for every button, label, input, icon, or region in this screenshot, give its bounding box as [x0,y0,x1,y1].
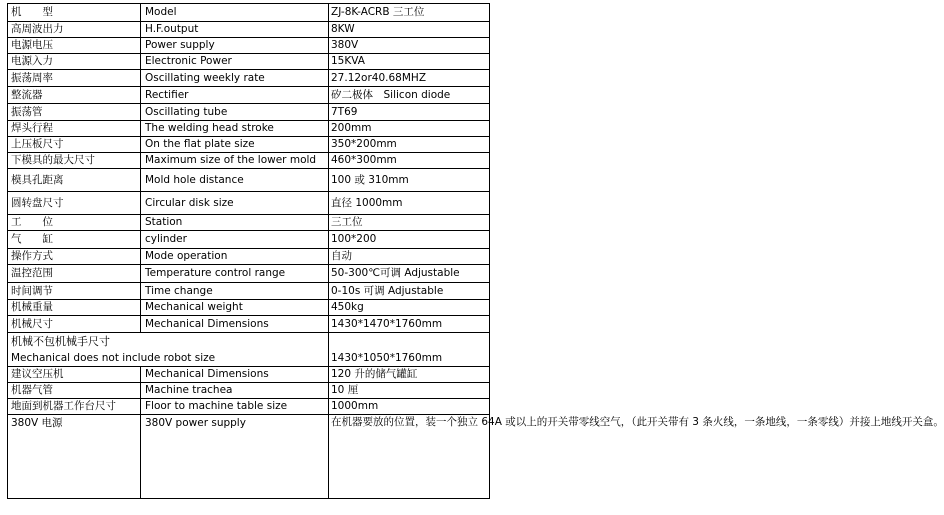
table-row-air-compressor [8,367,490,383]
row-english: Temperature control range [141,265,329,283]
row-label: 焊头行程 [8,121,141,137]
row-value: 450kg [329,300,490,316]
table-row-trachea [8,383,490,399]
table-row-oscillating-tube [8,104,490,121]
row-english: On the flat plate size [141,137,329,153]
row-english: Maximum size of the lower mold [141,153,329,169]
row-label: 工 位 [8,215,141,231]
row-value: 100*200 [329,231,490,249]
table-row-oscillating-rate [8,70,490,87]
table-row-table-height [8,399,490,415]
row-label: 模具孔距离 [8,169,141,192]
spec-table [7,3,944,499]
row-value: 350*200mm [329,137,490,153]
table-row-hf-output [8,22,490,38]
row-label: 气 缸 [8,231,141,249]
row-label: 机械尺寸 [8,316,141,333]
row-english: Power supply [141,38,329,54]
row-english: cylinder [141,231,329,249]
row-english: Mechanical Dimensions [141,316,329,333]
row-label: 下模具的最大尺寸 [8,153,141,169]
row-value: 直径 1000mm [329,192,490,215]
row-value: 27.12or40.68MHZ [329,70,490,87]
row-value: 10 厘 [329,383,490,399]
row-english: Mode operation [141,249,329,265]
row-value: 矽二极体 Silicon diode [329,87,490,104]
table-row-station [8,215,490,231]
row-label: 380V 电源 [8,415,141,499]
row-label: 机器气管 [8,383,141,399]
row-label: 建议空压机 [8,367,141,383]
row-english: Electronic Power [141,54,329,70]
row-label: 整流器 [8,87,141,104]
table-row-lower-mold [8,153,490,169]
row-label-combined [8,333,329,367]
row-value: 120 升的储气罐缸 [329,367,490,383]
table-row-time-change [8,283,490,300]
row-label: 机 型 [8,4,141,22]
row-value: 1430*1050*1760mm [329,333,490,367]
row-english: Mechanical does not include robot size [11,352,216,364]
row-value: 1000mm [329,399,490,415]
table-row-temperature-range [8,265,490,283]
table-row-dimensions [8,316,490,333]
row-value: 200mm [329,121,490,137]
table-row-disk-size [8,192,490,215]
row-english: The welding head stroke [141,121,329,137]
table-row-power-supply [8,38,490,54]
row-label: 温控范围 [8,265,141,283]
row-label: 机械重量 [8,300,141,316]
table-row-upper-plate [8,137,490,153]
row-label: 机械不包机械手尺寸 [11,335,110,348]
table-row-welding-stroke [8,121,490,137]
row-english: Mechanical Dimensions [141,367,329,383]
row-value: 8KW [329,22,490,38]
row-value: 380V [329,38,490,54]
row-value: 7T69 [329,104,490,121]
row-value: 自动 [329,249,490,265]
row-label: 操作方式 [8,249,141,265]
row-label: 高周波出力 [8,22,141,38]
row-english: Mechanical weight [141,300,329,316]
row-label: 上压板尺寸 [8,137,141,153]
row-label: 振荡周率 [8,70,141,87]
row-value: 在机器要放的位置，装一个独立 64A 或以上的开关带零线空气，（此开关带有 3 条火线，一条地线，一条零线）并接上地线开关盒。 [329,415,490,499]
row-value: 50-300℃可调 Adjustable [329,265,490,283]
table-row-model [8,4,490,22]
row-english: Floor to machine table size [141,399,329,415]
row-english: Oscillating weekly rate [141,70,329,87]
row-english: Station [141,215,329,231]
table-row-operation-mode [8,249,490,265]
row-english: Time change [141,283,329,300]
row-value: 100 或 310mm [329,169,490,192]
row-english: Mold hole distance [141,169,329,192]
row-value: ZJ-8K-ACRB 三工位 [329,4,490,22]
row-english: 380V power supply [141,415,329,499]
row-label: 地面到机器工作台尺寸 [8,399,141,415]
row-label: 电源入力 [8,54,141,70]
table-row-mold-hole [8,169,490,192]
table-row-electronic-power [8,54,490,70]
table-row-rectifier [8,87,490,104]
row-english: Rectifier [141,87,329,104]
row-label: 圆转盘尺寸 [8,192,141,215]
row-label: 振荡管 [8,104,141,121]
row-value: 460*300mm [329,153,490,169]
row-english: H.F.output [141,22,329,38]
row-label: 时间调节 [8,283,141,300]
table-row-dimensions-no-robot [8,333,490,367]
table-row-weight [8,300,490,316]
row-value: 三工位 [329,215,490,231]
row-english: Oscillating tube [141,104,329,121]
table-row-power-note [8,415,490,499]
row-english: Model [141,4,329,22]
row-value: 0-10s 可调 Adjustable [329,283,490,300]
table-row-cylinder [8,231,490,249]
row-label: 电源电压 [8,38,141,54]
row-english: Machine trachea [141,383,329,399]
row-english: Circular disk size [141,192,329,215]
row-value: 15KVA [329,54,490,70]
row-value: 1430*1470*1760mm [329,316,490,333]
